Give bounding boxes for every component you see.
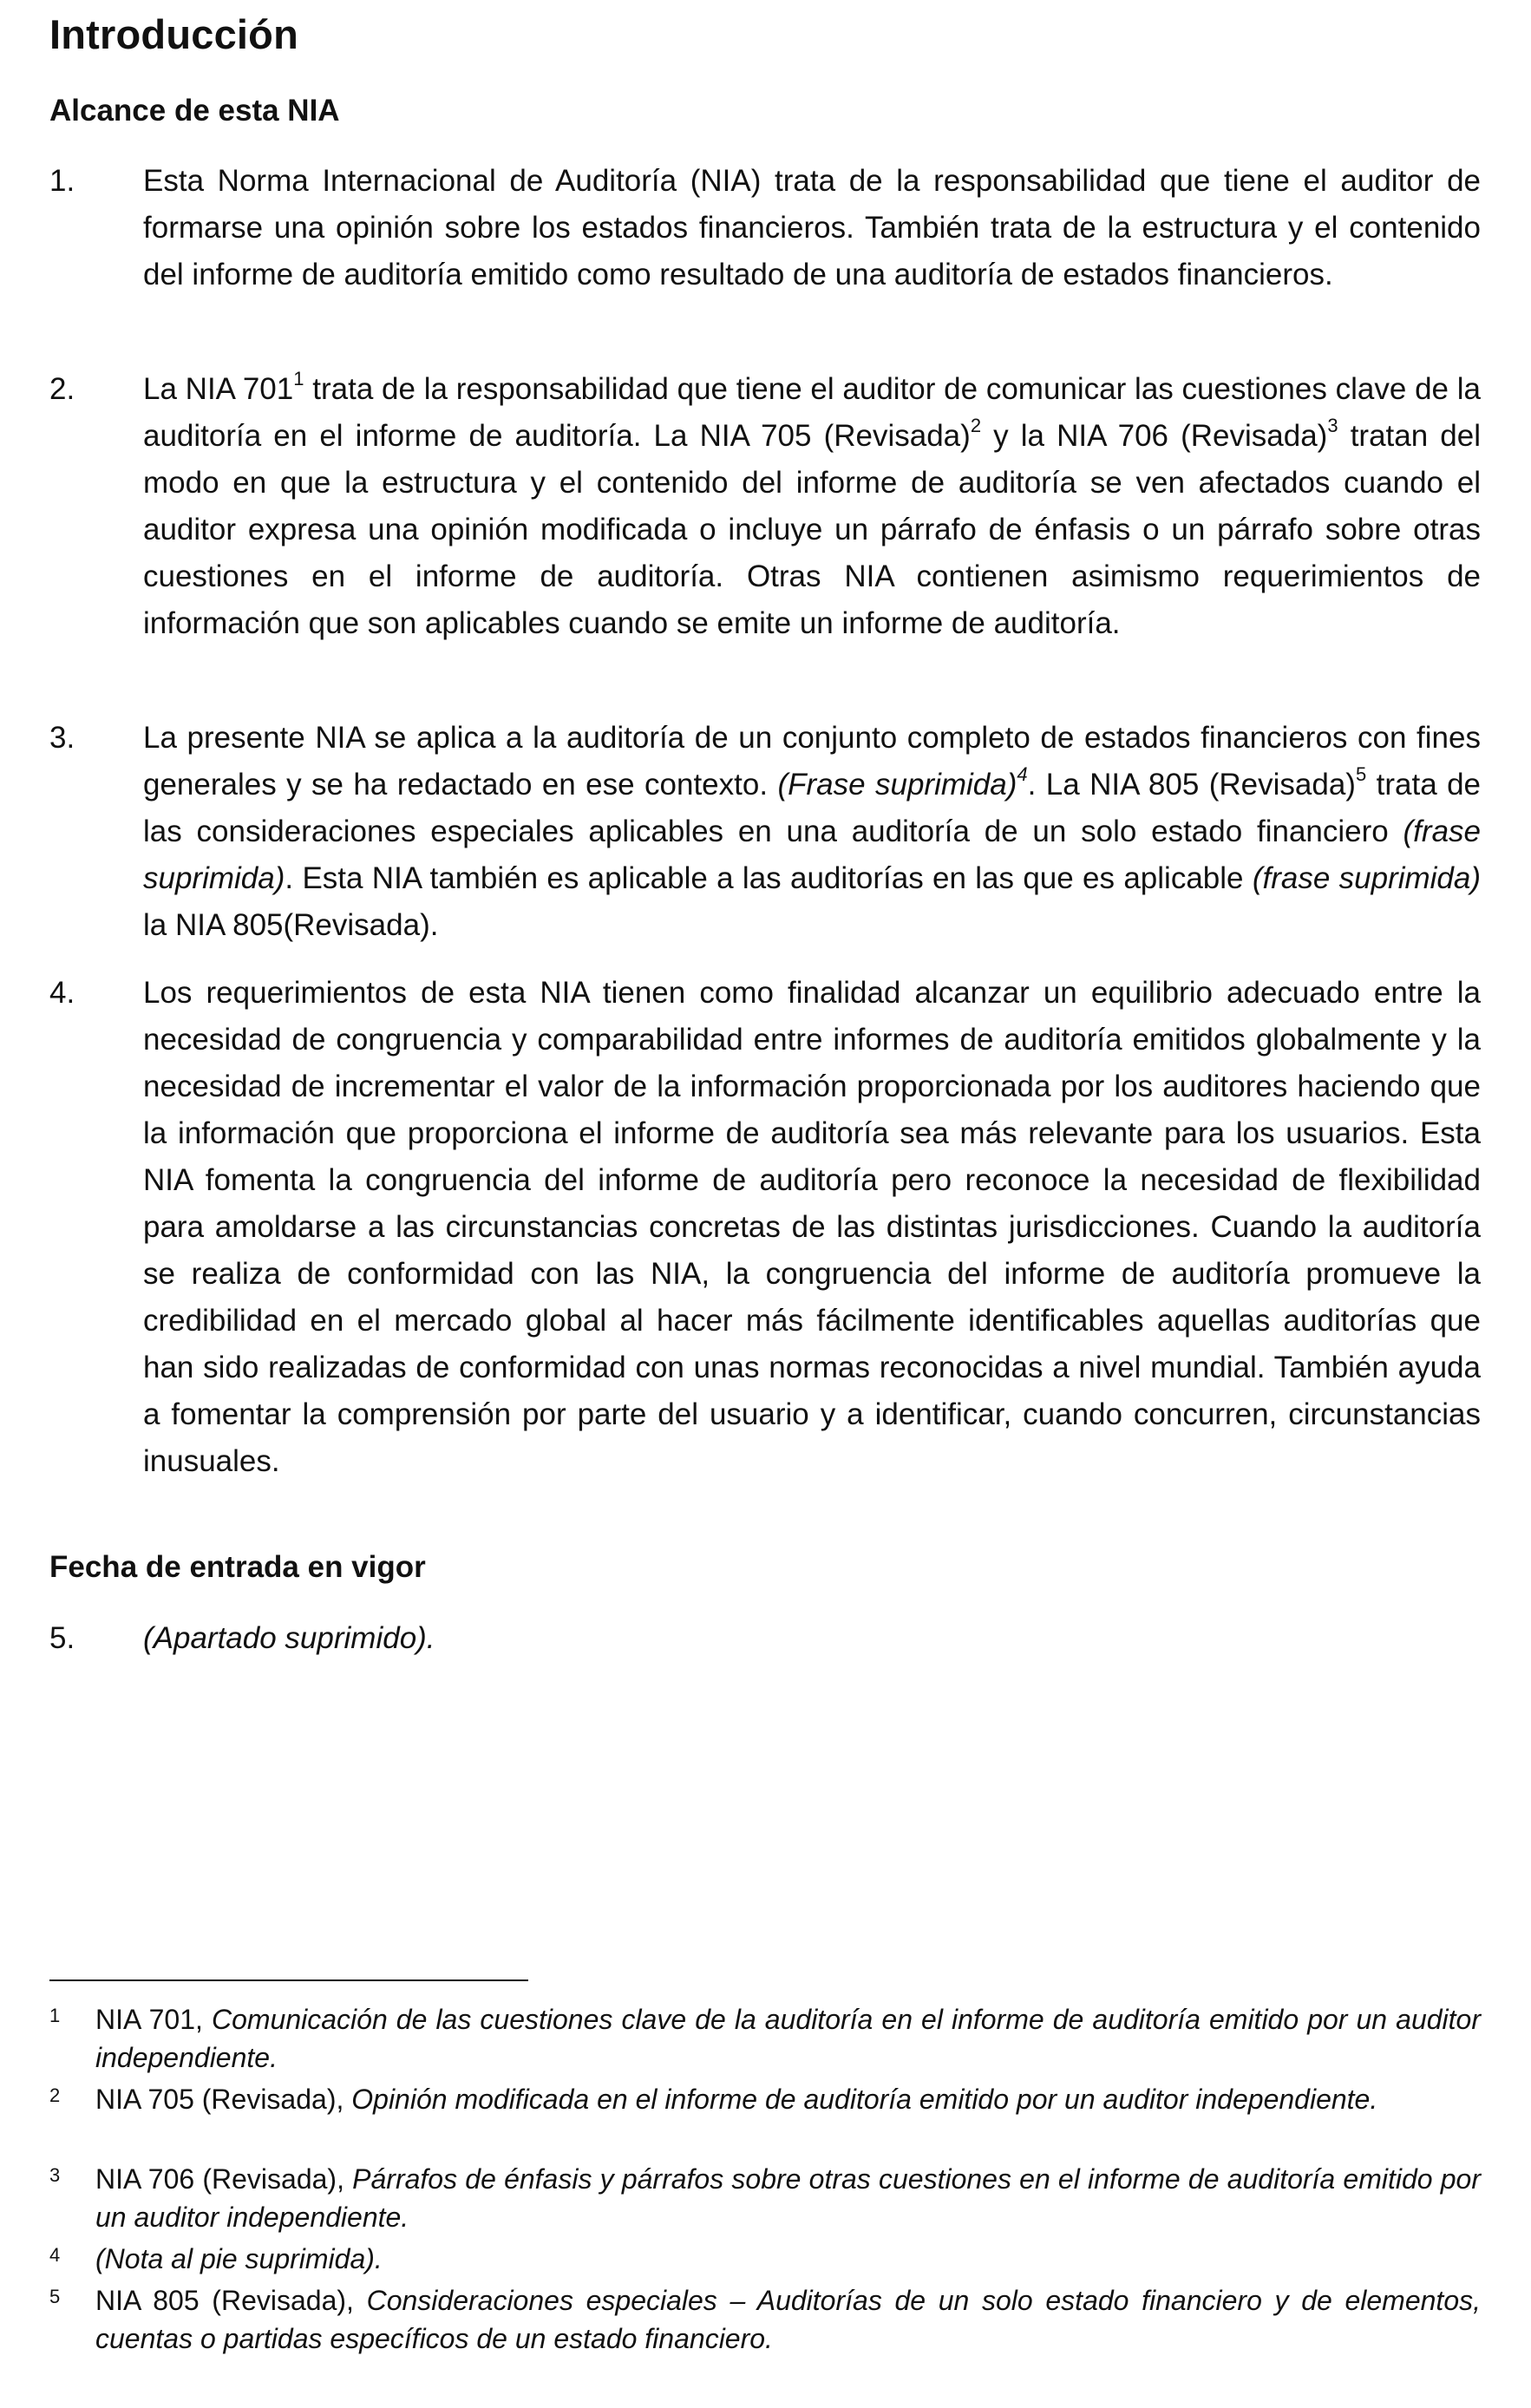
- paragraph-3: [49, 715, 1481, 949]
- paragraph-number: 4.: [49, 976, 75, 1010]
- paragraph-4: [49, 970, 1481, 1485]
- footnote-ref-2[interactable]: 2: [970, 415, 982, 436]
- section-heading-effective-date: Fecha de entrada en vigor: [49, 1550, 426, 1584]
- paragraph-text: [143, 715, 1481, 949]
- footnote-2: [49, 2080, 1481, 2118]
- footnote-ref-1[interactable]: 1: [293, 368, 304, 389]
- footnote-text: [95, 2080, 1481, 2118]
- footnote-1: [49, 2000, 1481, 2077]
- footnote-3: [49, 2160, 1481, 2236]
- footnote-number: 2: [49, 2084, 61, 2106]
- text-run: NIA 705 (Revisada),: [95, 2084, 352, 2115]
- footnote-text: [95, 2160, 1481, 2236]
- paragraph-number: 2.: [49, 372, 75, 406]
- text-run: y la NIA 706 (Revisada): [981, 419, 1328, 453]
- text-run: . Esta NIA también es aplicable a las auditorías en las que es aplicable: [285, 861, 1253, 895]
- paragraph-text: [143, 366, 1481, 647]
- section-heading-scope: Alcance de esta NIA: [49, 94, 340, 128]
- paragraph-5: [49, 1615, 1481, 1662]
- footnote-number: 5: [49, 2286, 61, 2307]
- text-run: tratan del modo en que la estructura y el contenido del informe de auditoría se ven afectados cuando el auditor expresa una opinión modificada o incluye un párrafo de énfasis o un párrafo sobre otras cuestiones en el informe de auditoría. Otras NIA contienen asimismo requerimientos de información que son aplicables cuando se emite un informe de auditoría.: [143, 419, 1481, 640]
- paragraph-text: Esta Norma Internacional de Auditoría (NIA) trata de la responsabilidad que tiene el auditor de formarse una opinión sobre los estados financieros. También trata de la estructura y el contenido del informe de auditoría emitido como resultado de una auditoría de estados financieros.: [143, 164, 1481, 291]
- paragraph-text: [143, 1615, 1481, 1662]
- footnote-ref-4[interactable]: [1017, 763, 1027, 785]
- italic-run: (frase suprimida): [1252, 861, 1481, 895]
- footnote-ref-number: 4: [1017, 763, 1028, 785]
- footnote-number: 3: [49, 2164, 61, 2186]
- paragraph-number: 5.: [49, 1621, 75, 1655]
- footnote-4: [49, 2240, 1481, 2278]
- paragraph-number: 1.: [49, 164, 75, 198]
- text-run: NIA 701,: [95, 2004, 212, 2035]
- footnote-text: [95, 2281, 1481, 2358]
- text-run: La NIA 701: [143, 372, 294, 406]
- italic-run: (Frase suprimida): [777, 768, 1017, 802]
- text-run: NIA 706 (Revisada),: [95, 2163, 353, 2195]
- footnote-5: [49, 2281, 1481, 2358]
- italic-run: (Apartado suprimido).: [143, 1621, 435, 1655]
- footnote-number: 1: [49, 2005, 61, 2026]
- italic-run: Opinión modificada en el informe de auditoría emitido por un auditor independiente.: [351, 2084, 1378, 2115]
- italic-run: (Nota al pie suprimida).: [95, 2243, 383, 2274]
- italic-run: Consideraciones especiales – Auditorías de un solo estado financiero y de elementos, cuentas o partidas específicos de un estado financiero.: [95, 2285, 1482, 2354]
- footnote-ref-5[interactable]: 5: [1355, 763, 1367, 785]
- text-run: NIA 805 (Revisada),: [95, 2285, 367, 2316]
- footnote-ref-3[interactable]: 3: [1327, 415, 1338, 436]
- paragraph-number: 3.: [49, 721, 75, 755]
- text-run: la NIA 805(Revisada).: [143, 908, 439, 942]
- page-title: Introducción: [49, 11, 298, 57]
- footnote-separator: [49, 1979, 528, 1981]
- italic-run: (frase suprimida): [143, 815, 1481, 895]
- italic-run: Comunicación de las cuestiones clave de la auditoría en el informe de auditoría emitido por un auditor independiente.: [95, 2004, 1481, 2073]
- paragraph-text: Los requerimientos de esta NIA tienen como finalidad alcanzar un equilibrio adecuado entre la necesidad de congruencia y comparabilidad entre informes de auditoría emitidos globalmente y la necesidad de incrementar el valor de la información proporcionada por los auditores haciendo que la información que proporciona el informe de auditoría sea más relevante para los usuarios. Esta NIA fomenta la congruencia del informe de auditoría pero reconoce la necesidad de flexibilidad para amoldarse a las circunstancias concretas de las distintas jurisdicciones. Cuando la auditoría se realiza de conformidad con las NIA, la congruencia del informe de auditoría promueve la credibilidad en el mercado global al hacer más fácilmente identificables aquellas auditorías que han sido realizadas de conformidad con unas normas reconocidas a nivel mundial. También ayuda a fomentar la comprensión por parte del usuario y a identificar, cuando concurren, circunstancias inusuales.: [143, 976, 1481, 1478]
- text-run: La presente NIA se aplica a la auditoría de un conjunto completo de estados financieros con fines generales y se ha redactado en ese contexto.: [143, 721, 1481, 802]
- italic-run: Párrafos de énfasis y párrafos sobre otras cuestiones en el informe de auditoría emitido por un auditor independiente.: [95, 2163, 1482, 2233]
- footnote-text: [95, 2240, 1481, 2278]
- text-run: . La NIA 805 (Revisada): [1027, 768, 1356, 802]
- text-run: trata de las consideraciones especiales aplicables en una auditoría de un solo estado financiero: [143, 768, 1482, 848]
- paragraph-2: [49, 366, 1481, 647]
- text-run: trata de la responsabilidad que tiene el auditor de comunicar las cuestiones clave de la auditoría en el informe de auditoría. La NIA 705 (Revisada): [143, 372, 1481, 453]
- paragraph-1: [49, 158, 1481, 298]
- footnote-text: [95, 2000, 1481, 2077]
- footnote-number: 4: [49, 2244, 61, 2266]
